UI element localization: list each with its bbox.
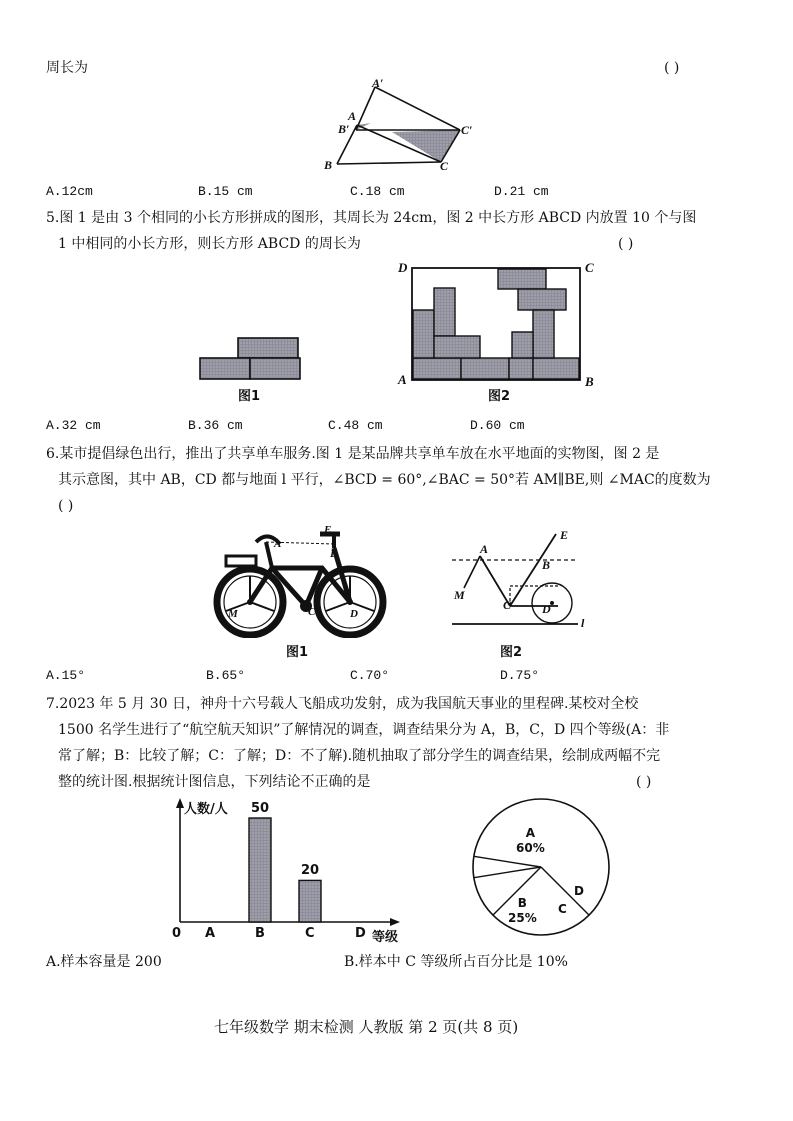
q6-diagram-label-d: D	[542, 602, 551, 616]
q4-label-a-prime: A′	[372, 76, 384, 90]
q7-pie-chart	[470, 796, 612, 938]
bar-value-label-b: 50	[251, 801, 270, 816]
bar-c	[299, 880, 321, 922]
q6-diagram-label-b: B	[542, 558, 551, 572]
q4-label-c-prime: C′	[461, 123, 473, 137]
q7-stem-line3: 常了解；B：比较了解；C：了解；D：不了解).随机抽取了部分学生的调查结果，绘制成两幅不完	[58, 748, 661, 764]
q5-fig1-caption: 图1	[238, 389, 261, 404]
q5-option-c: C.48 cm	[328, 418, 383, 433]
q5-corner-c: C	[585, 260, 594, 275]
q4-stem-tail: 周长为	[46, 60, 88, 76]
bar-b	[249, 818, 271, 922]
bar-chart-category-d: D	[355, 926, 366, 941]
q6-bike-label-e: E	[324, 524, 332, 536]
bar-value-label-c: 20	[301, 863, 320, 879]
pie-slice-label-c: C	[558, 902, 567, 916]
q6-bike-label-b: B	[330, 548, 338, 560]
bar-chart-category-a: A	[205, 926, 216, 941]
q5-corner-b: B	[585, 374, 594, 389]
q5-option-d: D.60 cm	[470, 418, 525, 433]
q4-answer-paren: ( )	[664, 60, 680, 76]
q6-diagram-label-c: C	[503, 598, 512, 612]
q6-fig2-caption: 图2	[500, 645, 523, 660]
q4-label-b: B	[324, 158, 333, 172]
q7-stem-line2: 1500 名学生进行了“航空航天知识”了解情况的调查，调查结果分为 A，B，C，D 四个等级(A：非	[58, 722, 670, 738]
q4-option-a: A.12cm	[46, 184, 93, 199]
q6-diagram-label-a: A	[480, 542, 489, 556]
q7-stem-line4: 整的统计图.根据统计图信息，下列结论不正确的是	[58, 774, 371, 790]
q5-figure2	[396, 258, 601, 388]
q6-stem-line1: 6.某市提倡绿色出行，推出了共享单车服务.图 1 是某品牌共享单车放在水平地面的实物图，图 2 是	[46, 446, 660, 462]
q5-corner-d: D	[398, 260, 408, 275]
q4-option-c: C.18 cm	[350, 184, 405, 199]
q6-bike-label-a: A	[274, 538, 282, 550]
q5-answer-paren: ( )	[618, 236, 634, 252]
bar-chart-category-c: C	[305, 926, 315, 941]
q5-stem-line1: 5.图 1 是由 3 个相同的小长方形拼成的图形，其周长为 24cm，图 2 中长方形 ABCD 内放置 10 个与图	[46, 210, 697, 226]
q6-schematic-figure	[448, 526, 598, 636]
q7-bar-chart	[168, 796, 408, 944]
q6-option-b: B.65°	[206, 668, 246, 683]
q6-fig1-caption: 图1	[286, 645, 309, 660]
q5-corner-a: A	[398, 372, 407, 387]
q4-label-b-prime: B′	[338, 122, 350, 136]
q7-answer-paren: ( )	[636, 774, 652, 790]
bar-chart-category-b: B	[255, 926, 265, 941]
q5-fig2-caption: 图2	[488, 389, 511, 404]
page-footer: 七年级数学 期末检测 人教版 第 2 页(共 8 页)	[214, 1018, 519, 1036]
q6-option-a: A.15°	[46, 668, 86, 683]
pie-slice-label-d: D	[574, 884, 584, 898]
pie-slice-label-b: B 25%	[508, 896, 537, 925]
q7-option-b: B.样本中 C 等级所占百分比是 10%	[344, 954, 568, 970]
q6-bike-label-c: C	[308, 606, 316, 618]
q4-option-d: D.21 cm	[494, 184, 549, 199]
q6-bicycle-figure	[210, 518, 390, 638]
q6-option-d: D.75°	[500, 668, 540, 683]
q5-option-b: B.36 cm	[188, 418, 243, 433]
q6-diagram-label-l: l	[581, 616, 585, 630]
q4-label-a: A	[348, 109, 357, 123]
q5-stem-line2: 1 中相同的小长方形，则长方形 ABCD 的周长为	[58, 236, 361, 252]
q6-diagram-label-m: M	[454, 588, 465, 602]
pie-slice-label-a: A 60%	[516, 826, 545, 855]
q5-figure1	[198, 336, 302, 382]
bar-chart-xlabel: 等级	[372, 930, 399, 945]
q6-option-c: C.70°	[350, 668, 390, 683]
q5-option-a: A.32 cm	[46, 418, 101, 433]
q7-option-a: A.样本容量是 200	[46, 954, 162, 970]
bar-chart-ylabel: 人数/人	[184, 802, 228, 817]
bar-chart-origin: 0	[172, 926, 182, 941]
q6-answer-paren: ( )	[58, 498, 74, 514]
q4-figure	[320, 78, 490, 178]
q4-label-c: C	[440, 159, 449, 173]
q6-stem-line2: 其示意图，其中 AB，CD 都与地面 l 平行，∠BCD = 60°,∠BAC = 50°若 AM∥BE,则 ∠MAC的度数为	[58, 472, 711, 488]
q6-bike-label-m: M	[228, 608, 238, 620]
q6-diagram-label-e: E	[560, 528, 569, 542]
q4-option-b: B.15 cm	[198, 184, 253, 199]
q7-stem-line1: 7.2023 年 5 月 30 日，神舟十六号载人飞船成功发射，成为我国航天事业的里程碑.某校对全校	[46, 696, 639, 712]
q6-bike-label-d: D	[350, 608, 358, 620]
